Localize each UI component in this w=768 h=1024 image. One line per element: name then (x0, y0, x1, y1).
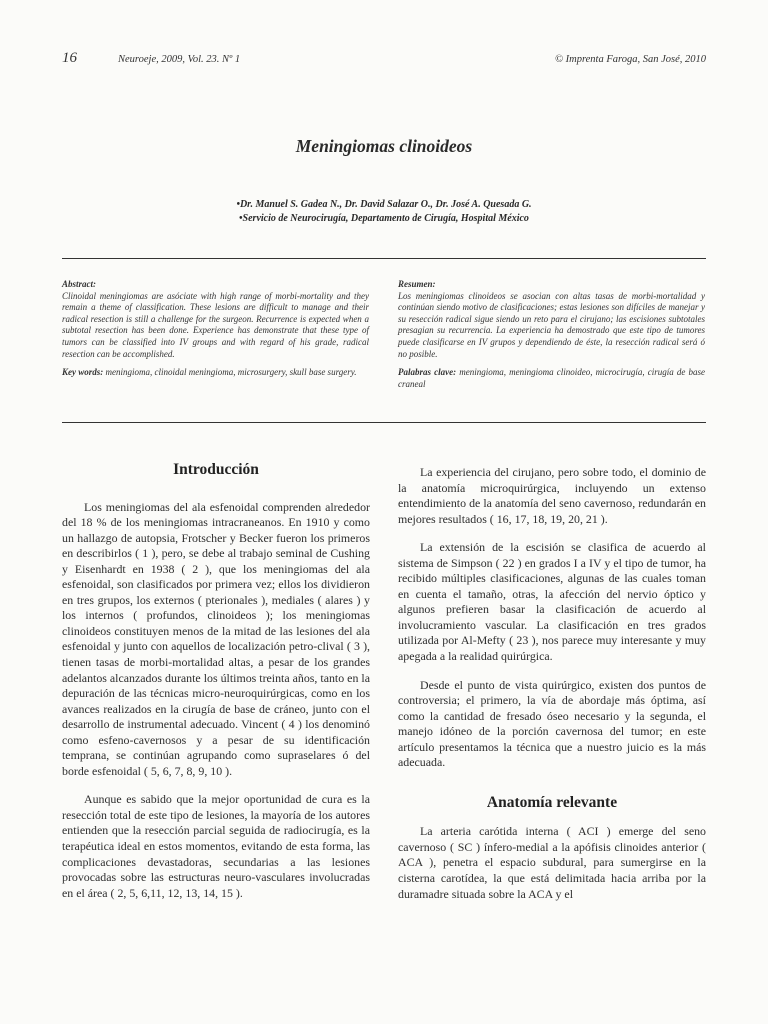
abstract-text: Clinoidal meningiomas are asóciate with high range of morbi-mortality and they remain a theme of classification. These lesions are difficult to manage and their radical resection is still a challenge for the surgeon. Recurrence is expected when a subtotal resection has been done. Experience has demonstrate that these type of tumors can be classified into IV groups and with regard of his grade, radical resection can be accomplished. (62, 290, 369, 359)
body-paragraph: Los meningiomas del ala esfenoidal comprenden alrededor del 18 % de los meningiomas intracraneanos. En 1910 y como un hallazgo de autopsia, Frotscher y Becker fueron los primeros en describirlos ( 1 ), pero, se debe al trabajo seminal de Cushing y Eisenhardt en 1938 ( 2 ), que los meningiomas del ala esfenoidal, son clasificados por primera vez; ellos los dividieron en tres grupos, los externos ( pterionales ), mediales ( alares ) y los internos ( profundos, clinoideos ); los meningiomas clinoideos constituyen menos de la mitad de las lesiones del ala esfenoidal y junto con aquellos de localización petro-clival ( 3 ), tienen tasas de morbi-mortalidad altas, a pesar de los grandes adelantos alcanzados durante los últimos treinta años, tanto en la depuración de las técnicas micro-neuroquirúrgicas, como en los avances realizados en la cirugía de base de cráneo, junto con el desarrollo de instrumental adecuado. Vincent ( 4 ) los denominó como esfeno-cavernosos y a pesar de su identificación temprana, se continúan agrupando como supraselares ó del borde esfenoidal ( 5, 6, 7, 8, 9, 10 ). (62, 499, 370, 778)
bottom-divider (62, 422, 706, 423)
keywords-text: meningioma, clinoidal meningioma, microsurgery, skull base surgery. (105, 367, 357, 378)
page-number: 16 (62, 50, 77, 66)
body-paragraph: La extensión de la escisión se clasifica de acuerdo al sistema de Simpson ( 22 ) en grados I a IV y el tipo de tumor, ha recibido múltiples clasificaciones, algunas de las cuales toman en cuenta el tamaño, otras, la afección del nervio óptico y algunos prefieren basar la clasificación de acuerdo al involucramiento vascular. La clasificación en tres grados utilizada por Al-Mefty ( 23 ), nos parece muy interesante y muy apegada a la realidad quirúrgica. (398, 540, 706, 664)
article-title: Meningiomas clinoideos (295, 136, 473, 156)
body-column-right (398, 465, 706, 915)
keywords-label: Key words: (62, 367, 104, 378)
author-affiliation: •Servicio de Neurocirugía, Departamento de Cirugía, Hospital México (239, 213, 529, 224)
author-block (0, 198, 768, 226)
top-divider (62, 258, 706, 259)
abstract-english (62, 279, 369, 386)
body-paragraph: La arteria carótida interna ( ACI ) emerge del seno cavernoso ( SC ) ínfero-medial a la apófisis clinoides anterior ( ACA ), penetra el espacio subdural, para sumergirse en la cisterna carotídea, la que está delimitada hacia arriba por la duramadre situada sobre la ACA y el (398, 824, 706, 901)
copyright-notice: © Imprenta Faroga, San José, 2010 (555, 54, 706, 65)
keywords-line (62, 367, 369, 379)
palabras-clave-line (398, 367, 705, 390)
palabras-clave-text: meningioma, meningioma clinoideo, microcirugía, cirugía de base craneal (398, 367, 705, 389)
body-paragraph: Desde el punto de vista quirúrgico, existen dos puntos de controversia; el primero, la vía de abordaje más óptima, así como la cantidad de fresado óseo necesario y la segunda, el manejo idóneo de la porción cavernosa del tumor; en este artículo presentamos la técnica que a nuestro juicio es la más adecuada. (398, 677, 706, 770)
body-column-left (62, 462, 370, 914)
abstract-spanish (398, 279, 705, 397)
resumen-heading: Resumen: (398, 279, 436, 289)
author-names: •Dr. Manuel S. Gadea N., Dr. David Salazar O., Dr. José A. Quesada G. (236, 199, 532, 210)
abstract-heading: Abstract: (62, 279, 97, 289)
section-heading-introduccion: Introducción (173, 461, 259, 478)
journal-citation: Neuroeje, 2009, Vol. 23. Nº 1 (118, 54, 241, 65)
body-paragraph: Aunque es sabido que la mejor oportunidad de cura es la resección total de este tipo de lesiones, la mayoría de los autores entienden que la resección parcial seguida de radiocirugía, es la terapéutica ideal en estos momentos, evitando de esta forma, las complicaciones devastadoras, secundarias a las lesiones provocadas sobre las estructuras neuro-vasculares involucradas en el área ( 2, 5, 6,11, 12, 13, 14, 15 ). (62, 792, 370, 900)
resumen-text: Los meningiomas clinoideos se asocian con altas tasas de morbi-mortalidad y continúan siendo motivo de clasificaciones; estas lesiones son difíciles de manejar y su resección radical sigue siendo un reto para el cirujano; las escisiones subtotales presagian su recurrencia. La experiencia ha demostrado que este tipo de tumores puede clasificarse en IV grupos y dependiendo de éste, la resección radical será ó no posible. (398, 290, 705, 359)
running-header (62, 50, 706, 70)
body-paragraph: La experiencia del cirujano, pero sobre todo, el dominio de la anatomía microquirúrgica, incluyendo un extenso entendimiento de la anatomía del seno cavernoso, redundarán en mejores resultados ( 16, 17, 18, 19, 20, 21 ). (398, 465, 706, 526)
palabras-clave-label: Palabras clave: (398, 367, 457, 378)
section-heading-anatomia: Anatomía relevante (486, 793, 618, 811)
